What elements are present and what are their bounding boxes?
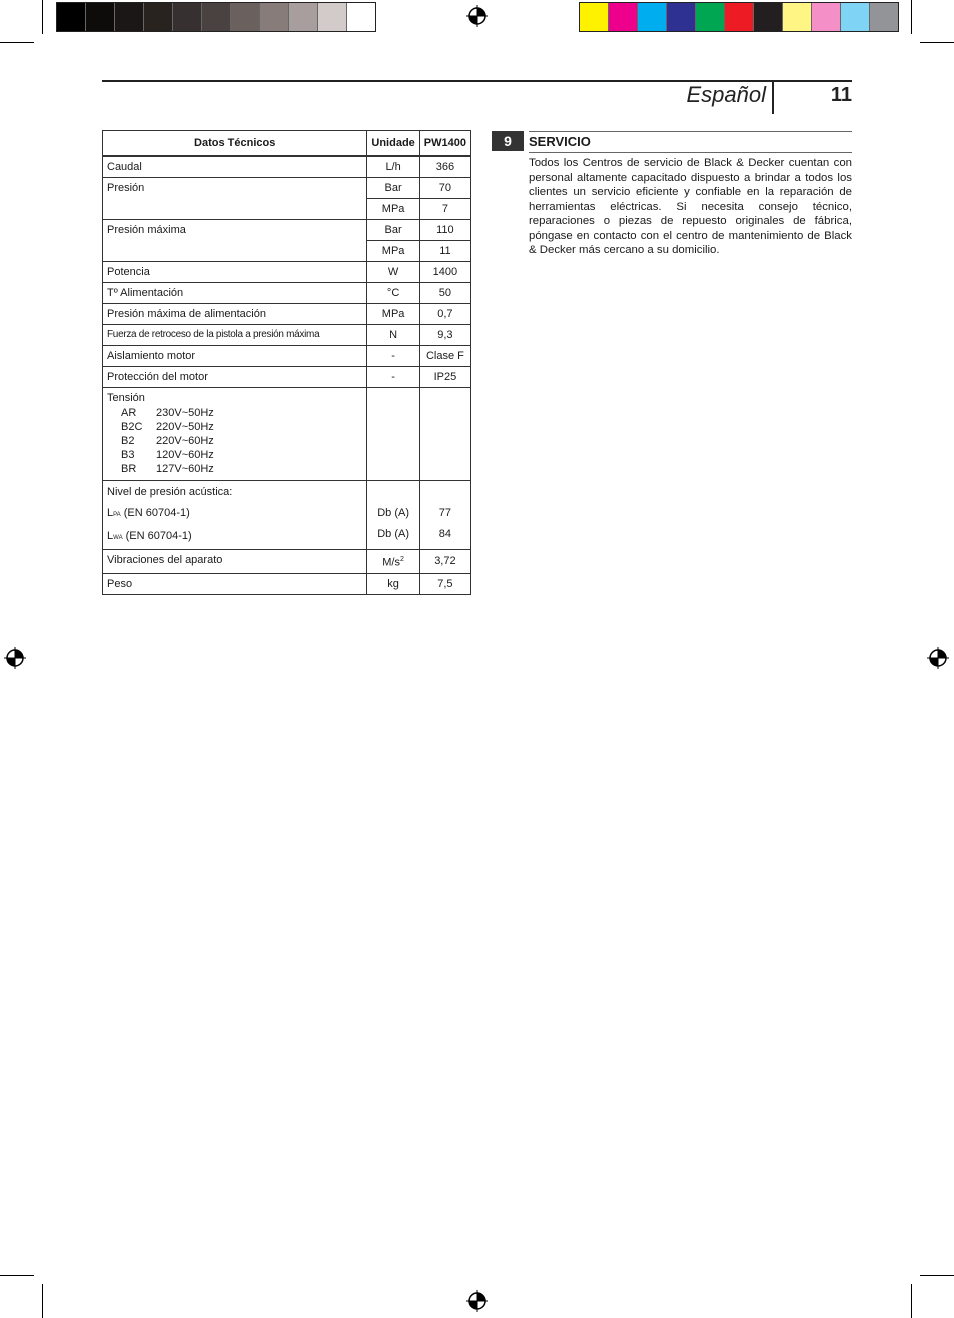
technical-data-table [102,130,471,595]
tension-item [121,448,362,462]
table-header-row [103,131,471,157]
tension-code: B2 [121,435,135,447]
row-unit: °C [367,283,419,304]
crop-mark-bottom-right-v [911,1284,912,1318]
row-unit: W [367,262,419,283]
row-value: IP25 [419,367,470,388]
table-row [103,156,471,178]
tension-item [121,462,362,476]
table-row [103,304,471,325]
crop-mark-bottom-left-h [0,1275,34,1276]
table-row [103,367,471,388]
tension-item [121,434,362,448]
grayscale-swatch [202,3,231,31]
grayscale-swatch [289,3,318,31]
tension-value: 127V~60Hz [156,463,214,475]
lpa-label [107,503,362,526]
row-value: 9,3 [419,325,470,346]
noise-units [367,481,419,550]
grayscale-swatch [115,3,144,31]
grayscale-calibration-bar [56,2,376,32]
color-calibration-bar [579,2,899,32]
table-row [103,573,471,594]
grayscale-swatch [347,3,375,31]
header-divider [772,82,774,114]
row-value: 1400 [419,262,470,283]
registration-target-icon [466,5,488,27]
vib-unit-superscript: 2 [400,556,404,563]
row-label: Nivel de presión acústica: [107,486,233,498]
row-value: 366 [419,156,470,178]
row-unit: MPa [367,241,419,262]
lpa-symbol: L [107,507,114,519]
lwa-label [107,526,362,549]
color-swatch [667,3,696,31]
tension-item [121,406,362,420]
grayscale-swatch [173,3,202,31]
section-number-badge: 9 [492,131,524,151]
row-value: 50 [419,283,470,304]
table-row [103,220,471,241]
row-label: Tensión [107,392,145,404]
table-row-noise [103,481,471,550]
table-row [103,178,471,199]
row-value: 70 [419,178,470,199]
lwa-unit: Db (A) [377,528,409,540]
row-value: 11 [419,241,470,262]
table-row [103,283,471,304]
tension-value: 120V~60Hz [156,449,214,461]
lpa-subscript: PA [113,512,121,518]
row-unit: kg [367,573,419,594]
tension-list [107,406,362,476]
tension-value: 220V~50Hz [156,421,214,433]
row-unit: - [367,346,419,367]
row-label: Aislamiento motor [103,346,367,367]
registration-target-icon [4,647,26,669]
row-label: Presión máxima de alimentación [103,304,367,325]
row-unit: L/h [367,156,419,178]
row-label: Protección del motor [103,367,367,388]
tension-code: B2C [121,421,143,433]
tension-value: 220V~60Hz [156,435,214,447]
grayscale-swatch [260,3,289,31]
table-row [103,262,471,283]
lwa-symbol: L [107,530,114,542]
row-value: 0,7 [419,304,470,325]
registration-target-icon [466,1290,488,1312]
row-label: Fuerza de retroceso de la pistola a presión máxima [103,325,367,346]
table-header-model: PW1400 [419,131,470,157]
row-value: 7 [419,199,470,220]
color-swatch [725,3,754,31]
grayscale-swatch [318,3,347,31]
row-unit: MPa [367,304,419,325]
row-unit: N [367,325,419,346]
language-title: Español [686,82,766,107]
tension-value: 230V~50Hz [156,407,214,419]
row-label: Presión [103,178,367,220]
vib-unit-main: M/s [382,556,400,569]
lwa-value: 84 [438,528,452,540]
crop-mark-top-right-v [911,0,912,34]
row-label: Caudal [103,156,367,178]
color-swatch [696,3,725,31]
row-unit-empty [367,388,419,481]
color-swatch [754,3,783,31]
table-row [103,550,471,574]
crop-mark-bottom-right-h [920,1275,954,1276]
row-unit: - [367,367,419,388]
row-label: Vibraciones del aparato [103,550,367,574]
color-swatch [609,3,638,31]
lwa-standard: (EN 60704-1) [122,530,192,542]
row-value: 110 [419,220,470,241]
color-swatch [638,3,667,31]
tension-code: B3 [121,449,135,461]
noise-values [419,481,470,550]
lpa-unit: Db (A) [377,507,409,519]
color-swatch [841,3,870,31]
table-row [103,346,471,367]
row-value-empty [419,388,470,481]
grayscale-swatch [144,3,173,31]
crop-mark-top-left-v [42,0,43,34]
color-swatch [870,3,898,31]
color-swatch [580,3,609,31]
color-swatch [783,3,812,31]
registration-target-icon [927,647,949,669]
row-label: Tº Alimentación [103,283,367,304]
tension-code: BR [121,463,137,475]
row-unit: Bar [367,178,419,199]
row-value: Clase F [419,346,470,367]
table-header-unidade: Unidade [367,131,419,157]
row-value: 7,5 [419,573,470,594]
table-row-tension [103,388,471,481]
grayscale-swatch [86,3,115,31]
grayscale-swatch [57,3,86,31]
row-unit: MPa [367,199,419,220]
crop-mark-bottom-left-v [42,1284,43,1318]
table-header-datos: Datos Técnicos [103,131,367,157]
grayscale-swatch [231,3,260,31]
crop-mark-top-right-h [920,42,954,43]
tension-item [121,420,362,434]
section-title: SERVICIO [529,131,852,153]
row-unit: Bar [367,220,419,241]
table-row [103,325,471,346]
tension-code: AR [121,407,137,419]
color-swatch [812,3,841,31]
row-label: Potencia [103,262,367,283]
lwa-subscript: WA [113,535,123,541]
section-body: Todos los Centros de servicio de Black & Decker cuentan con personal altamente capacitado dispuesto a brindar a todos los clientes un servicio eficiente y confiable en la reparación de herramientas eléctricas. Si necesita consejo técnico, reparaciones o piezas de repuesto originales de fábrica, póngase en contacto con el centro de mantenimiento de Black & Decker más cercano a su domicilio. [529,157,852,256]
row-unit [367,550,419,574]
row-label: Peso [103,573,367,594]
row-value: 3,72 [419,550,470,574]
page-number: 11 [830,84,852,106]
lpa-value: 77 [438,507,452,519]
crop-mark-top-left-h [0,42,34,43]
lpa-standard: (EN 60704-1) [120,507,190,519]
row-label: Presión máxima [103,220,367,262]
